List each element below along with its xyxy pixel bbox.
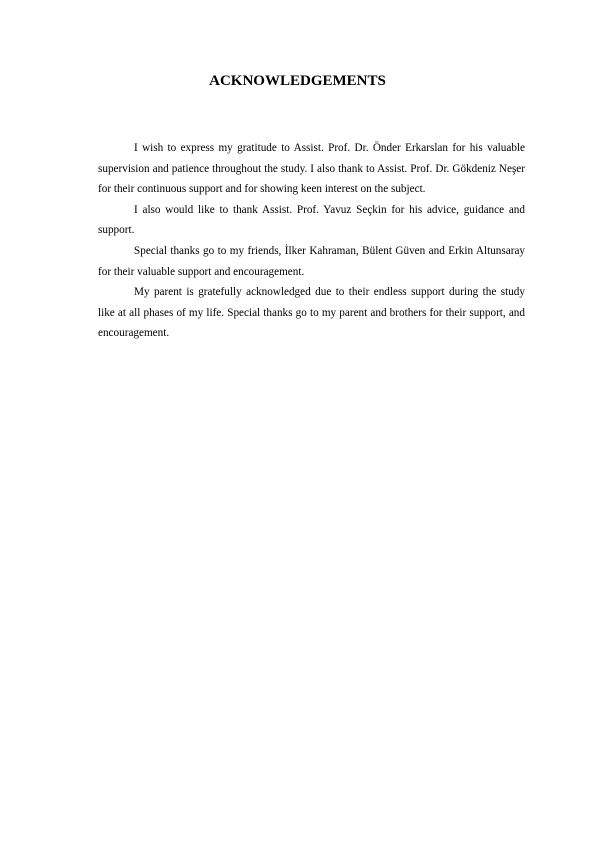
- paragraph-thanks-family: My parent is gratefully acknowledged due to their endless support during the study like at all phases of my life. Special thanks go to my parent and brothers for their support, and encouragement.: [98, 286, 525, 340]
- paragraph-thanks-seckin: I also would like to thank Assist. Prof. Yavuz Seçkin for his advice, guidance and support.: [98, 203, 525, 237]
- paragraph-gratitude-advisor: I wish to express my gratitude to Assist. Prof. Dr. Önder Erkarslan for his valuable supervision and patience throughout the study. I also thank to Assist. Prof. Dr. Gökdeniz Neşer for their continuous support and for showing keen interest on the subject.: [98, 142, 525, 196]
- page-title: ACKNOWLEDGEMENTS: [209, 73, 386, 89]
- paragraph-thanks-friends: Special thanks go to my friends, İlker Kahraman, Bülent Güven and Erkin Altunsaray for their valuable support and encouragement.: [98, 244, 525, 278]
- acknowledgements-body: [98, 138, 525, 344]
